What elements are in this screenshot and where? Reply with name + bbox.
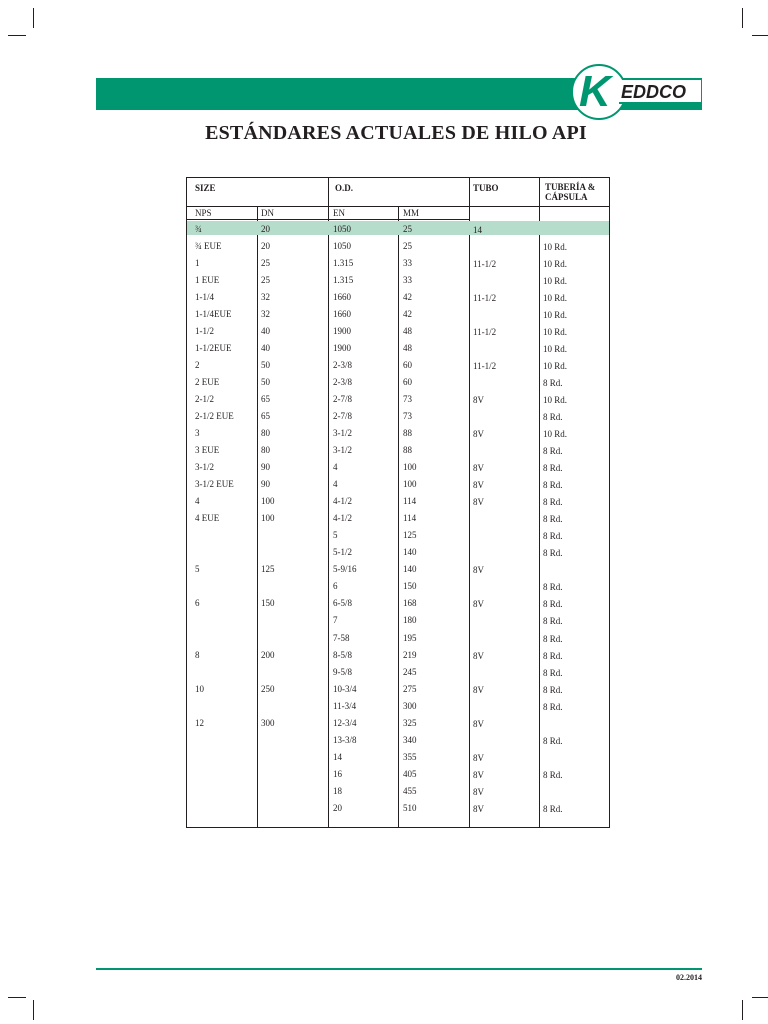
cell-tubo: 8V: [473, 429, 484, 440]
cell-dn: 65: [261, 394, 270, 405]
cell-dn: 25: [261, 275, 270, 285]
crop-mark: [752, 35, 768, 36]
cell-nps: 4 EUE: [195, 513, 220, 524]
subheader-dn: DN: [261, 208, 274, 218]
cell-mm: 150: [403, 581, 417, 592]
cell-nps: 8: [195, 649, 200, 660]
cell-dn: 100: [261, 496, 275, 507]
cell-tuberia: 8 Rd.: [543, 616, 563, 627]
cell-en: 4: [333, 479, 338, 490]
cell-en: 1900: [333, 343, 351, 354]
cell-nps: 2-1/2: [195, 394, 214, 405]
cell-tubo: 8V: [473, 684, 484, 695]
subheader-nps: NPS: [195, 208, 212, 218]
cell-en: 1.315: [333, 275, 354, 285]
cell-mm: 48: [403, 343, 412, 354]
footer-date: 02.2014: [676, 973, 702, 982]
cell-tuberia: 10 Rd.: [543, 327, 568, 338]
cell-nps: 2-1/2 EUE: [195, 411, 234, 422]
cell-mm: 25: [403, 224, 412, 234]
cell-dn: 150: [261, 598, 275, 609]
cell-tubo: 8V: [473, 769, 484, 780]
cell-mm: 275: [403, 683, 417, 694]
cell-nps: 3 EUE: [195, 445, 220, 456]
cell-tuberia: 8 Rd.: [543, 463, 563, 474]
cell-dn: 90: [261, 462, 270, 473]
cell-nps: 4: [195, 496, 200, 507]
cell-dn: 90: [261, 479, 270, 490]
cell-tubo: 8V: [473, 395, 484, 406]
cell-mm: 42: [403, 292, 412, 303]
cell-tuberia: 10 Rd.: [543, 344, 568, 355]
subheader-mm: MM: [403, 208, 420, 218]
cell-mm: 25: [403, 241, 412, 251]
cell-nps: ¾: [195, 224, 202, 234]
cell-en: 2-3/8: [333, 377, 352, 388]
cell-mm: 355: [403, 751, 417, 762]
cell-mm: 140: [403, 547, 417, 558]
cell-en: 1900: [333, 326, 351, 337]
cell-mm: 140: [403, 564, 417, 575]
cell-en: 20: [333, 802, 342, 813]
cell-tubo: 8V: [473, 786, 484, 797]
cell-dn: 32: [261, 292, 270, 303]
cell-mm: 42: [403, 309, 412, 320]
footer-rule: [96, 968, 702, 970]
cell-tubo: 8V: [473, 463, 484, 474]
cell-mm: 73: [403, 411, 412, 422]
cell-dn: 80: [261, 445, 270, 456]
cell-mm: 100: [403, 462, 417, 473]
cell-mm: 33: [403, 275, 412, 285]
cell-en: 1660: [333, 292, 351, 303]
cell-en: 4-1/2: [333, 513, 352, 524]
cell-en: 4-1/2: [333, 496, 352, 507]
cell-nps: 1: [195, 258, 200, 268]
cell-en: 6-5/8: [333, 598, 352, 609]
header-od: O.D.: [335, 183, 353, 193]
cell-nps: 10: [195, 683, 204, 694]
cell-tubo: 11-1/2: [473, 293, 497, 304]
table-divider: [469, 178, 470, 827]
cell-tuberia: 8 Rd.: [543, 412, 563, 423]
cell-dn: 250: [261, 683, 275, 694]
cell-tuberia: 8 Rd.: [543, 480, 563, 491]
cell-nps: 2: [195, 360, 200, 371]
cell-nps: 3-1/2 EUE: [195, 479, 234, 490]
cell-en: 18: [333, 785, 342, 796]
cell-tuberia: 10 Rd.: [543, 259, 568, 269]
cell-en: 1050: [333, 241, 351, 251]
cell-tubo: 8V: [473, 497, 484, 508]
cell-en: 1660: [333, 309, 351, 320]
cell-nps: 2 EUE: [195, 377, 220, 388]
cell-en: 2-7/8: [333, 411, 352, 422]
cell-mm: 100: [403, 479, 417, 490]
cell-mm: 195: [403, 632, 417, 643]
cell-nps: ¾ EUE: [195, 241, 222, 251]
cell-tuberia: 10 Rd.: [543, 293, 568, 304]
cell-nps: 5: [195, 564, 200, 575]
cell-en: 11-3/4: [333, 700, 357, 711]
crop-mark: [33, 1000, 34, 1020]
cell-en: 3-1/2: [333, 428, 352, 439]
cell-en: 1050: [333, 224, 351, 234]
header-size: SIZE: [195, 183, 216, 193]
cell-dn: 125: [261, 564, 275, 575]
cell-mm: 405: [403, 768, 417, 779]
cell-dn: 32: [261, 309, 270, 320]
cell-dn: 40: [261, 343, 270, 354]
cell-mm: 510: [403, 802, 417, 813]
cell-tubo: 8V: [473, 599, 484, 610]
cell-tuberia: 8 Rd.: [543, 446, 563, 457]
cell-tuberia: 8 Rd.: [543, 650, 563, 661]
cell-nps: 1-1/4EUE: [195, 309, 232, 320]
cell-nps: 1 EUE: [195, 275, 220, 285]
cell-tubo: 8V: [473, 752, 484, 763]
logo-wordmark: EDDCO: [619, 80, 701, 104]
header-tuberia-capsula: TUBERÍA & CÁPSULA: [545, 182, 596, 202]
cell-dn: 50: [261, 377, 270, 388]
cell-dn: 65: [261, 411, 270, 422]
highlighted-row: [187, 221, 609, 235]
cell-dn: 50: [261, 360, 270, 371]
page-title: ESTÁNDARES ACTUALES DE HILO API: [205, 122, 587, 144]
cell-en: 13-3/8: [333, 734, 357, 745]
cell-tuberia: 8 Rd.: [543, 548, 563, 559]
cell-en: 12-3/4: [333, 717, 357, 728]
cell-dn: 200: [261, 649, 275, 660]
cell-en: 2-3/8: [333, 360, 352, 371]
cell-dn: 20: [261, 224, 270, 234]
cell-tuberia: 10 Rd.: [543, 310, 568, 321]
cell-tuberia: 8 Rd.: [543, 582, 563, 593]
cell-tuberia: 8 Rd.: [543, 701, 563, 712]
cell-mm: 325: [403, 717, 417, 728]
cell-mm: 340: [403, 734, 417, 745]
cell-tuberia: 8 Rd.: [543, 633, 563, 644]
cell-nps: 3-1/2: [195, 462, 214, 473]
cell-tuberia: 8 Rd.: [543, 769, 563, 780]
table-divider: [539, 178, 540, 827]
cell-tubo: 8V: [473, 565, 484, 576]
cell-mm: 455: [403, 785, 417, 796]
cell-mm: 60: [403, 377, 412, 388]
cell-tuberia: 8 Rd.: [543, 531, 563, 542]
cell-mm: 219: [403, 649, 417, 660]
cell-mm: 48: [403, 326, 412, 337]
cell-tubo: 11-1/2: [473, 327, 497, 338]
cell-tuberia: 8 Rd.: [543, 378, 563, 389]
cell-tuberia: 10 Rd.: [543, 276, 568, 286]
table-divider: [398, 206, 399, 827]
cell-tubo: 8V: [473, 480, 484, 491]
cell-mm: 300: [403, 700, 417, 711]
crop-mark: [752, 997, 768, 998]
cell-mm: 168: [403, 598, 417, 609]
cell-tuberia: 10 Rd.: [543, 361, 568, 372]
table-divider: [257, 206, 258, 827]
cell-en: 5-1/2: [333, 547, 352, 558]
cell-tuberia: 8 Rd.: [543, 599, 563, 610]
cell-tuberia: 8 Rd.: [543, 514, 563, 525]
cell-tuberia: 8 Rd.: [543, 497, 563, 508]
logo-letter: K: [579, 67, 611, 116]
cell-tuberia: 10 Rd.: [543, 395, 568, 406]
cell-nps: 1-1/2EUE: [195, 343, 232, 354]
cell-dn: 100: [261, 513, 275, 524]
cell-en: 7: [333, 615, 338, 626]
cell-en: 1.315: [333, 258, 354, 268]
crop-mark: [742, 1000, 743, 1020]
cell-en: 5-9/16: [333, 564, 357, 575]
table-divider: [328, 178, 329, 827]
cell-mm: 88: [403, 428, 412, 439]
cell-nps: 6: [195, 598, 200, 609]
cell-nps: 1-1/4: [195, 292, 214, 303]
cell-dn: 40: [261, 326, 270, 337]
cell-en: 14: [333, 751, 342, 762]
crop-mark: [742, 8, 743, 28]
cell-tuberia: 10 Rd.: [543, 429, 568, 440]
thread-standards-table: [186, 177, 610, 828]
cell-tubo: 14: [473, 225, 482, 235]
cell-en: 10-3/4: [333, 683, 357, 694]
cell-en: 7-58: [333, 632, 350, 643]
cell-en: 9-5/8: [333, 666, 352, 677]
cell-en: 6: [333, 581, 338, 592]
cell-en: 3-1/2: [333, 445, 352, 456]
header-tubo: TUBO: [473, 183, 499, 193]
cell-mm: 114: [403, 496, 417, 507]
cell-dn: 20: [261, 241, 270, 251]
cell-nps: 1-1/2: [195, 326, 214, 337]
cell-mm: 125: [403, 530, 417, 541]
cell-mm: 73: [403, 394, 412, 405]
cell-tubo: 11-1/2: [473, 259, 497, 269]
cell-en: 5: [333, 530, 338, 541]
cell-tubo: 8V: [473, 650, 484, 661]
crop-mark: [8, 35, 26, 36]
crop-mark: [33, 8, 34, 28]
subheader-en: EN: [333, 208, 345, 218]
cell-tubo: 8V: [473, 718, 484, 729]
cell-tubo: 8V: [473, 803, 484, 814]
cell-dn: 300: [261, 717, 275, 728]
cell-en: 2-7/8: [333, 394, 352, 405]
cell-mm: 33: [403, 258, 412, 268]
cell-mm: 245: [403, 666, 417, 677]
cell-tuberia: 8 Rd.: [543, 684, 563, 695]
cell-mm: 60: [403, 360, 412, 371]
cell-en: 4: [333, 462, 338, 473]
cell-tuberia: 10 Rd.: [543, 242, 568, 252]
cell-mm: 180: [403, 615, 417, 626]
cell-nps: 12: [195, 717, 204, 728]
cell-mm: 88: [403, 445, 412, 456]
cell-tubo: 11-1/2: [473, 361, 497, 372]
cell-mm: 114: [403, 513, 417, 524]
keddco-logo: [571, 64, 705, 120]
cell-nps: 3: [195, 428, 200, 439]
cell-dn: 80: [261, 428, 270, 439]
cell-tuberia: 8 Rd.: [543, 667, 563, 678]
cell-dn: 25: [261, 258, 270, 268]
cell-en: 16: [333, 768, 342, 779]
cell-en: 8-5/8: [333, 649, 352, 660]
crop-mark: [8, 997, 26, 998]
cell-tuberia: 8 Rd.: [543, 803, 563, 814]
cell-tuberia: 8 Rd.: [543, 735, 563, 746]
